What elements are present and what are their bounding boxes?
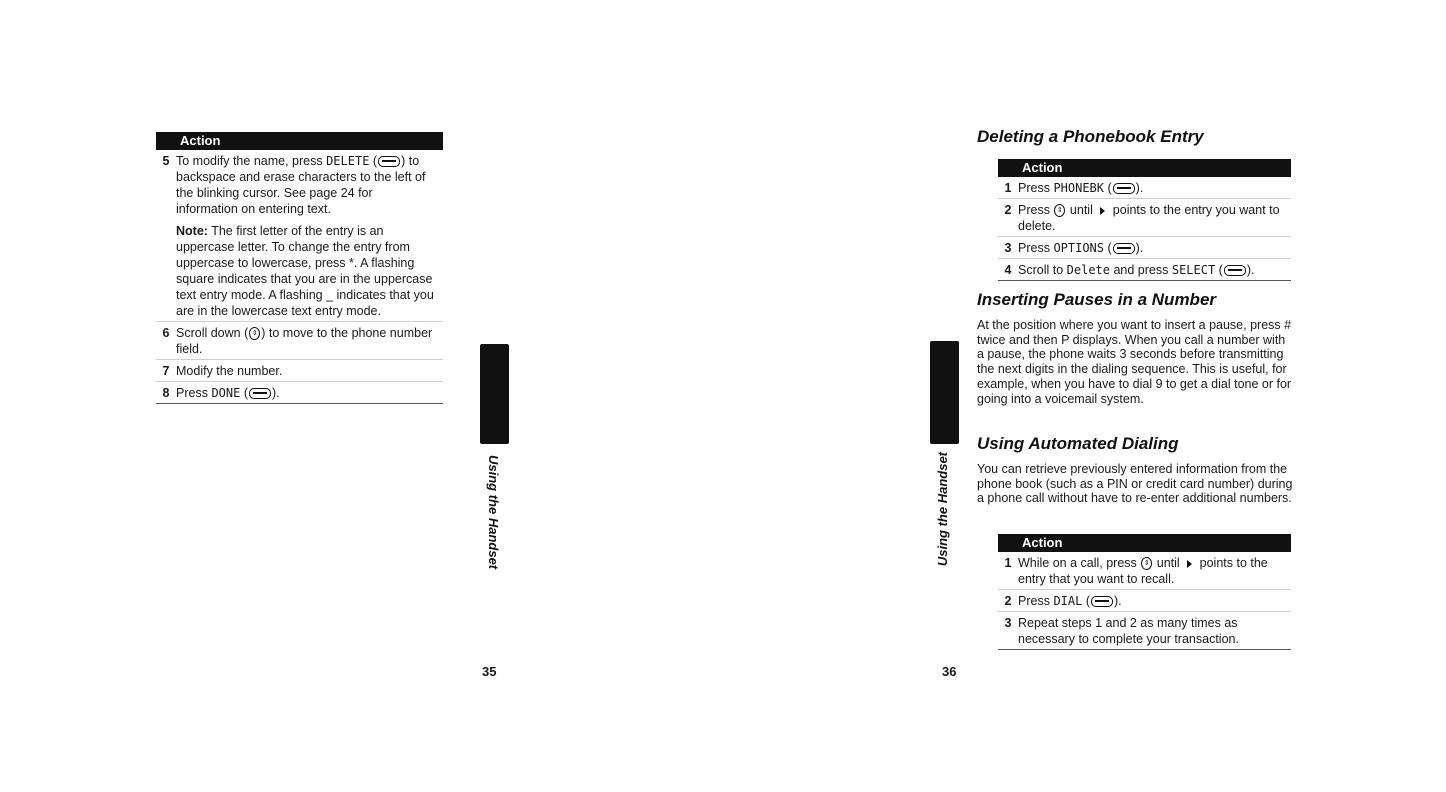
step-number: 1 [1004, 181, 1012, 195]
step-number: 4 [1004, 263, 1012, 277]
delete-menu-item-label: Delete [1066, 263, 1110, 277]
step-1: 1 Press PHONEBK ( ). [998, 177, 1291, 199]
softkey-icon [249, 388, 271, 399]
scroll-key-icon: ⇕ [1054, 204, 1065, 217]
scroll-key-icon: ⇕ [249, 327, 260, 340]
done-key-label: DONE [211, 386, 241, 400]
step-2: 2 Press ⇕ until points to the entry you want to delete. [998, 199, 1291, 237]
step-number: 2 [1004, 203, 1012, 217]
step-7: 7 Modify the number. [156, 360, 443, 382]
step-8: 8 Press DONE ( ). [156, 382, 443, 404]
action-table-header: Action [998, 534, 1291, 552]
side-section-label: Using the Handset [935, 452, 950, 567]
page-number: 35 [482, 664, 497, 679]
step-number: 7 [162, 364, 170, 378]
step-4: 4 Scroll to Delete and press SELECT ( ). [998, 259, 1291, 281]
step-6: 6 Scroll down ( ⇕ ) to move to the phone number field. [156, 322, 443, 360]
softkey-icon [1224, 265, 1246, 276]
step-number: 5 [162, 154, 170, 168]
action-table-automated [998, 534, 1291, 650]
action-table-header: Action [156, 132, 443, 150]
step-number: 6 [162, 326, 170, 340]
action-table-header: Action [998, 159, 1291, 177]
action-table-deleting [998, 159, 1291, 281]
step-5 [156, 150, 443, 322]
side-thumb-tab [930, 341, 959, 444]
softkey-icon [1113, 183, 1135, 194]
step-number: 8 [162, 386, 170, 400]
step-number: 2 [1004, 594, 1012, 608]
step-number: 3 [1004, 241, 1012, 255]
automated-paragraph: You can retrieve previously entered information from the phone book (such as a PIN or credit card number) during a phone call without have to re-enter additional numbers. [977, 462, 1293, 506]
delete-key-label: DELETE [326, 154, 370, 168]
scroll-key-icon: ⇕ [1141, 557, 1152, 570]
phonebk-key-label: PHONEBK [1053, 181, 1105, 195]
action-table-editing [156, 132, 443, 404]
select-key-label: SELECT [1171, 263, 1216, 277]
page-number: 36 [942, 664, 957, 679]
section-heading-automated: Using Automated Dialing [977, 434, 1179, 453]
step-5-note: Note: The first letter of the entry is an uppercase letter. To change the entry from uppercase to lowercase, press *. A flashing square indicates that you are in the uppercase text entry mode. A flashing _ indicates that you are in the lowercase text entry mode. [176, 224, 434, 318]
step-number: 3 [1004, 616, 1012, 630]
side-thumb-tab [480, 344, 509, 444]
step-1: 1 While on a call, press ⇕ until points to the entry that you want to recall. [998, 552, 1291, 590]
step-3: 3 Repeat steps 1 and 2 as many times as necessary to complete your transaction. [998, 612, 1291, 650]
softkey-icon [378, 156, 400, 167]
pointer-arrow-icon [1187, 560, 1192, 568]
softkey-icon [1113, 243, 1135, 254]
step-3: 3 Press OPTIONS ( ). [998, 237, 1291, 259]
inserting-paragraph: At the position where you want to insert a pause, press # twice and then P displays. When you call a number with a pause, the phone waits 3 seconds before transmitting the next digits in the dialing sequence. This is useful, for example, when you have to dial 9 to get a dial tone or for going into a voicemail system. [977, 318, 1292, 406]
section-heading-inserting: Inserting Pauses in a Number [977, 290, 1217, 309]
pointer-arrow-icon [1100, 207, 1105, 215]
step-number: 1 [1004, 556, 1012, 570]
options-key-label: OPTIONS [1053, 241, 1105, 255]
dial-key-label: DIAL [1053, 594, 1083, 608]
right-page [723, 0, 1446, 792]
side-section-label: Using the Handset [486, 455, 501, 570]
note-label: Note: [176, 224, 208, 238]
softkey-icon [1091, 596, 1113, 607]
step-5-text: To modify the name, press DELETE ( ) to backspace and erase characters to the left of the blinking cursor. See page 24 for information on entering text. [176, 154, 426, 216]
section-heading-deleting: Deleting a Phonebook Entry [977, 127, 1204, 146]
step-2: 2 Press DIAL ( ). [998, 590, 1291, 612]
